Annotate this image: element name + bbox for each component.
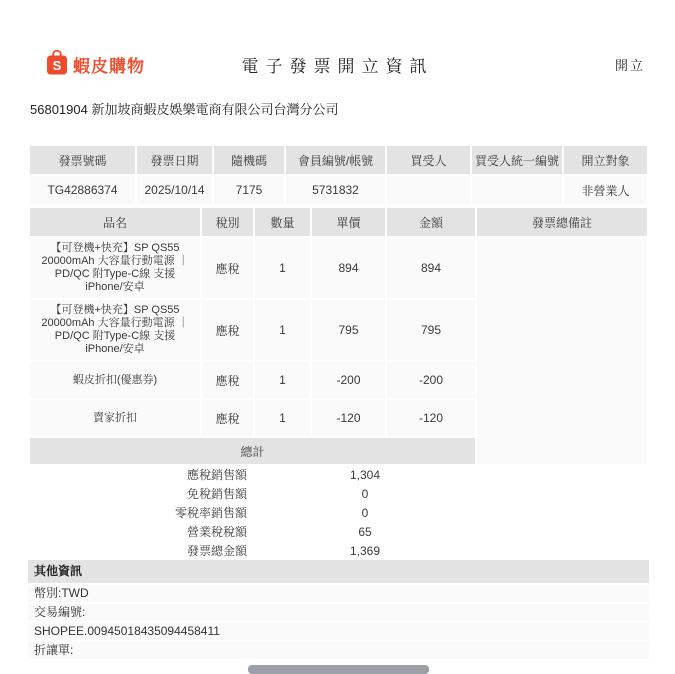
invoice-meta-table	[28, 144, 649, 206]
item-name: 蝦皮折扣(優惠券)	[30, 362, 200, 398]
buyer-value	[387, 176, 470, 204]
col-buyer-tax-id: 買受人統一編號	[472, 146, 562, 174]
transaction-id-label: 交易編號:	[28, 604, 649, 621]
items-table	[28, 206, 649, 561]
col-amount: 金額	[387, 208, 475, 236]
item-qty: 1	[255, 400, 310, 436]
page-header	[28, 46, 647, 80]
col-unit-price: 單價	[312, 208, 385, 236]
item-unit-price: 795	[312, 300, 385, 360]
item-tax: 應稅	[202, 362, 253, 398]
col-invoice-remark: 發票總備註	[477, 208, 647, 236]
seller-company-line: 56801904 新加坡商蝦皮娛樂電商有限公司台灣分公司	[30, 102, 339, 117]
col-invoice-number: 發票號碼	[30, 146, 135, 174]
issue-target-value: 非營業人	[564, 176, 647, 204]
totals-row	[30, 485, 647, 502]
open-action-link[interactable]: 開立	[614, 58, 645, 73]
invoice-tables	[28, 144, 649, 561]
item-qty: 1	[255, 300, 310, 360]
item-unit-price: -120	[312, 400, 385, 436]
totals-value: 0	[361, 505, 369, 520]
item-name: 【可登機+快充】SP QS55 20000mAh 大容量行動電源 ｜ PD/QC 附Type-C線 支援 iPhone/安卓	[30, 238, 200, 298]
col-invoice-date: 發票日期	[137, 146, 212, 174]
item-qty: 1	[255, 238, 310, 298]
item-tax: 應稅	[202, 400, 253, 436]
page-title: 電子發票開立資訊	[241, 57, 434, 76]
totals-label: 營業稅稅額	[186, 525, 247, 539]
totals-label: 應稅銷售額	[186, 468, 247, 482]
item-amount: -200	[387, 362, 475, 398]
items-header-row	[30, 208, 647, 236]
invoice-date-value: 2025/10/14	[137, 176, 212, 204]
currency-line: 幣別:TWD	[28, 585, 649, 602]
col-tax-type: 稅別	[202, 208, 253, 236]
item-amount: 894	[387, 238, 475, 298]
invoice-number-value: TG42886374	[30, 176, 135, 204]
totals-value: 1,369	[349, 543, 381, 558]
totals-row	[30, 466, 647, 483]
other-info-title: 其他資訊	[28, 560, 649, 583]
totals-label: 發票總金額	[186, 544, 247, 558]
svg-text:S: S	[52, 58, 62, 73]
totals-value: 65	[358, 524, 372, 539]
item-name: 【可登機+快充】SP QS55 20000mAh 大容量行動電源 ｜ PD/QC 附Type-C線 支援 iPhone/安卓	[30, 300, 200, 360]
invoice-meta-header-row	[30, 146, 647, 174]
col-issue-target: 開立對象	[564, 146, 647, 174]
item-qty: 1	[255, 362, 310, 398]
brand-name: 蝦皮購物	[73, 57, 145, 76]
totals-value: 1,304	[349, 467, 381, 482]
col-quantity: 數量	[255, 208, 310, 236]
item-unit-price: -200	[312, 362, 385, 398]
item-name: 賣家折扣	[30, 400, 200, 436]
item-tax: 應稅	[202, 300, 253, 360]
allowance-label: 折讓單:	[28, 642, 649, 659]
invoice-remark-cell	[477, 238, 647, 464]
col-member-id: 會員編號/帳號	[286, 146, 385, 174]
col-buyer: 買受人	[387, 146, 470, 174]
horizontal-scrollbar-thumb[interactable]	[248, 665, 429, 674]
other-info-section	[28, 560, 649, 661]
random-code-value: 7175	[214, 176, 284, 204]
col-random-code: 隨機碼	[214, 146, 284, 174]
totals-label: 零稅率銷售額	[174, 506, 247, 520]
item-row	[30, 238, 647, 298]
buyer-tax-id-value	[472, 176, 562, 204]
item-amount: 795	[387, 300, 475, 360]
item-amount: -120	[387, 400, 475, 436]
item-tax: 應稅	[202, 238, 253, 298]
totals-header: 總計	[30, 438, 475, 464]
invoice-meta-value-row	[30, 176, 647, 204]
transaction-id-value: SHOPEE.00945018435094458411	[28, 623, 649, 640]
item-unit-price: 894	[312, 238, 385, 298]
totals-value: 0	[361, 486, 369, 501]
member-id-value: 5731832	[286, 176, 385, 204]
totals-row	[30, 542, 647, 559]
col-item-name: 品名	[30, 208, 200, 236]
totals-row	[30, 523, 647, 540]
totals-row	[30, 504, 647, 521]
totals-label: 免稅銷售額	[186, 487, 247, 501]
